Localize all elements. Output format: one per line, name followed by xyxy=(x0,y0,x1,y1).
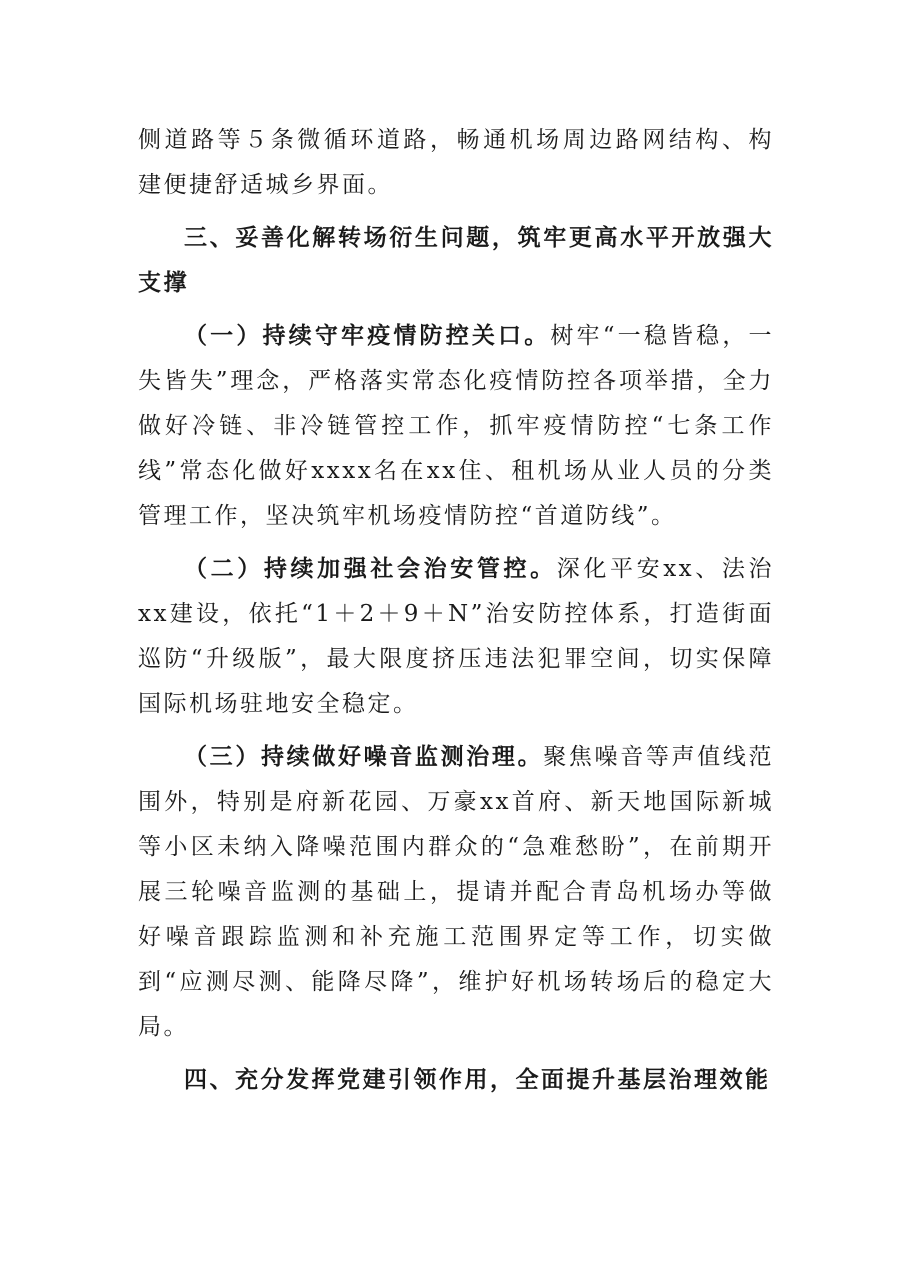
item-3-3-paragraph xyxy=(138,735,774,1050)
item-lead: （一）持续守牢疫情防控关口。 xyxy=(184,323,551,349)
continuation-paragraph xyxy=(138,118,774,208)
section-heading-text: 四、充分发挥党建引领作用，全面提升基层治理效能 xyxy=(184,1067,771,1093)
document-body xyxy=(138,118,774,1103)
item-3-2-paragraph xyxy=(138,547,774,727)
paragraph-text: 侧道路等５条微循环道路，畅通机场周边路网结构、构建便捷舒适城乡界面。 xyxy=(138,127,774,198)
item-3-1-paragraph xyxy=(138,314,774,539)
section-heading-text: 三、妥善化解转场衍生问题，筑牢更高水平开放强大支撑 xyxy=(138,225,774,296)
paragraph-text: 深化平安xx、法治xx建设，依托“1＋2＋9＋N”治安防控体系，打造街面巡防“升级版”，最大限度挤压违法犯罪空间，切实保障国际机场驻地安全稳定。 xyxy=(138,556,774,717)
paragraph-text: 聚焦噪音等声值线范围外，特别是府新花园、万豪xx首府、新天地国际新城等小区未纳入降噪范围内群众的“急难愁盼”，在前期开展三轮噪音监测的基础上，提请并配合青岛机场办等做好噪音跟踪监测和补充施工范围界定等工作，切实做到“应测尽测、能降尽降”，维护好机场转场后的稳定大局。 xyxy=(138,744,775,1040)
section-3-heading xyxy=(138,216,774,306)
item-lead: （三）持续做好噪音监测治理。 xyxy=(184,744,544,770)
section-4-heading xyxy=(138,1058,774,1103)
paragraph-text: 树牢“一稳皆稳，一失皆失”理念，严格落实常态化疫情防控各项举措，全力做好冷链、非冷链管控工作，抓牢疫情防控“七条工作线”常态化做好xxxx名在xx住、租机场从业人员的分类管理工作，坚决筑牢机场疫情防控“首道防线”。 xyxy=(138,323,775,529)
item-lead: （二）持续加强社会治安管控。 xyxy=(184,556,557,582)
